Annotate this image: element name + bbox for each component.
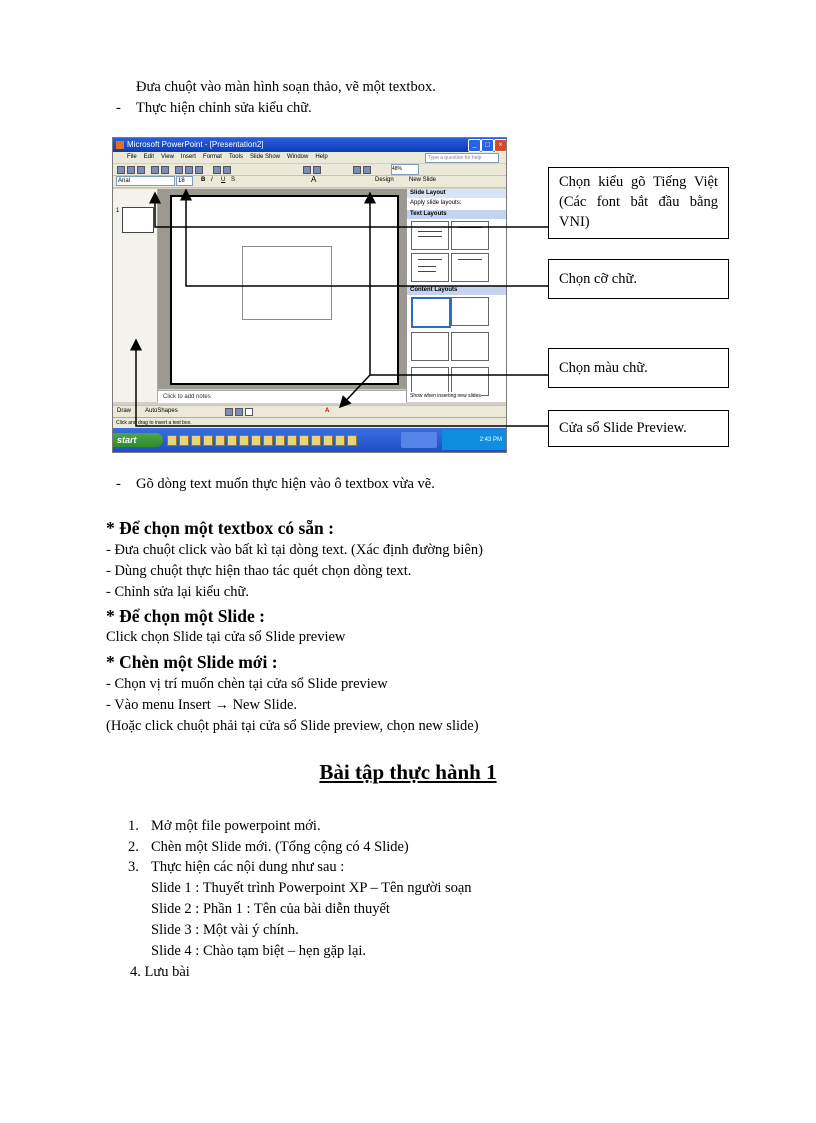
- minimize-icon[interactable]: _: [468, 139, 481, 152]
- callout-font-size-text: Chọn cỡ chữ.: [559, 271, 637, 287]
- callout-vn-typing-text: Chọn kiểu gõ Tiếng Việt (Các font bắt đầu bằng VNI): [559, 174, 718, 230]
- new-slide-button[interactable]: New Slide: [409, 177, 437, 183]
- menu-help[interactable]: Help: [315, 154, 328, 160]
- menu-file[interactable]: File: [127, 154, 137, 160]
- shadow-icon[interactable]: S: [231, 177, 236, 183]
- apply-layout-label: Apply slide layouts:: [410, 200, 462, 206]
- text-line: - Đưa chuột click vào bất kì tại dòng text. (Xác định đường biên): [106, 542, 483, 558]
- font-color-icon[interactable]: A: [325, 408, 330, 414]
- text-line: - Chọn vị trí muốn chèn tại cửa sổ Slide preview: [106, 676, 388, 692]
- task-pane-title: Slide Layout: [407, 189, 507, 198]
- list-item: Thực hiện các nội dung như sau :: [151, 859, 345, 875]
- autoshapes-menu[interactable]: AutoShapes: [145, 408, 178, 414]
- bold-icon[interactable]: B: [201, 177, 206, 183]
- menu-format[interactable]: Format: [202, 154, 222, 160]
- arrow-slide-preview: [136, 340, 548, 426]
- exercise-title-text: Bài tập thực hành 1: [319, 760, 497, 784]
- arrow-font-color-2: [340, 375, 370, 407]
- draw-menu[interactable]: Draw: [117, 408, 132, 414]
- arrow-font-color: [370, 193, 548, 375]
- menu-view[interactable]: View: [161, 154, 174, 160]
- bullet-dash: -: [116, 476, 121, 492]
- italic-icon[interactable]: I: [211, 177, 213, 183]
- heading-select-textbox: * Để chọn một textbox có sẵn :: [106, 518, 334, 538]
- text-line: (Hoặc click chuột phải tại cửa sổ Slide preview, chọn new slide): [106, 718, 479, 734]
- grow-font-icon[interactable]: A: [311, 175, 317, 184]
- text-line: - Vào menu Insert → New Slide.: [106, 697, 298, 713]
- text-line: - Chỉnh sửa lại kiểu chữ.: [106, 584, 249, 600]
- show-when-checkbox[interactable]: Show when inserting new slides: [410, 393, 481, 399]
- arrow-font-size: [186, 190, 548, 286]
- close-icon[interactable]: ×: [494, 139, 507, 152]
- status-text: Click and drag to insert a text box.: [116, 420, 192, 426]
- content-layouts-header: Content Layouts: [407, 286, 507, 295]
- clock: 2:43 PM: [479, 437, 502, 443]
- intro-line: Đưa chuột vào màn hình soạn thảo, vẽ một textbox.: [136, 79, 436, 95]
- text-line: Click chọn Slide tại cửa sổ Slide preview: [106, 629, 346, 645]
- sub-item: Slide 2 : Phần 1 : Tên của bài diễn thuyết: [151, 901, 390, 917]
- menu-edit[interactable]: Edit: [143, 154, 155, 160]
- exercise-title: [0, 760, 816, 785]
- design-button[interactable]: Design: [375, 177, 394, 183]
- list-number: 1.: [128, 818, 139, 834]
- callout-slide-preview-text: Cửa sổ Slide Preview.: [559, 420, 687, 436]
- list-number: 2.: [128, 839, 139, 855]
- thumb-number: 1: [116, 208, 120, 214]
- list-item: Mở một file powerpoint mới.: [151, 818, 321, 834]
- callout-font-color-text: Chọn màu chữ.: [559, 360, 648, 376]
- intro-bullet-line: Gõ dòng text muốn thực hiện vào ô textbox vừa vẽ.: [136, 476, 435, 492]
- sub-item: Slide 1 : Thuyết trình Powerpoint XP – Tên người soạn: [151, 880, 472, 896]
- list-number: 3.: [128, 859, 139, 875]
- help-question-box[interactable]: Type a question for help: [425, 153, 499, 163]
- bullet-dash: -: [116, 100, 121, 116]
- menu-window[interactable]: Window: [287, 154, 309, 160]
- zoom-box[interactable]: 48%: [391, 164, 419, 175]
- text-layouts-header: Text Layouts: [407, 210, 507, 219]
- notes-placeholder: Click to add notes: [163, 394, 211, 400]
- underline-icon[interactable]: U: [221, 177, 226, 183]
- arrow-vn-typing: [155, 193, 548, 227]
- start-button[interactable]: start: [113, 433, 163, 447]
- list-item: Chèn một Slide mới. (Tổng cộng có 4 Slide): [151, 839, 409, 855]
- font-name-box[interactable]: Arial: [116, 176, 175, 186]
- sub-item: Slide 3 : Một vài ý chính.: [151, 922, 299, 938]
- font-size-box[interactable]: 18: [176, 176, 193, 186]
- window-title: Microsoft PowerPoint - [Presentation2]: [127, 140, 264, 149]
- heading-select-slide: * Để chọn một Slide :: [106, 606, 265, 626]
- maximize-icon[interactable]: □: [481, 139, 494, 152]
- menu-insert[interactable]: Insert: [180, 154, 196, 160]
- list-item: 4. Lưu bài: [130, 964, 190, 980]
- heading-new-slide: * Chèn một Slide mới :: [106, 652, 278, 672]
- text-line: - Dùng chuột thực hiện thao tác quét chọn dòng text.: [106, 563, 412, 579]
- sub-item: Slide 4 : Chào tạm biệt – hẹn gặp lại.: [151, 943, 367, 959]
- intro-bullet-line: Thực hiện chỉnh sửa kiểu chữ.: [136, 100, 312, 116]
- menu-tools[interactable]: Tools: [228, 154, 243, 160]
- menu-slide-show[interactable]: Slide Show: [249, 154, 280, 160]
